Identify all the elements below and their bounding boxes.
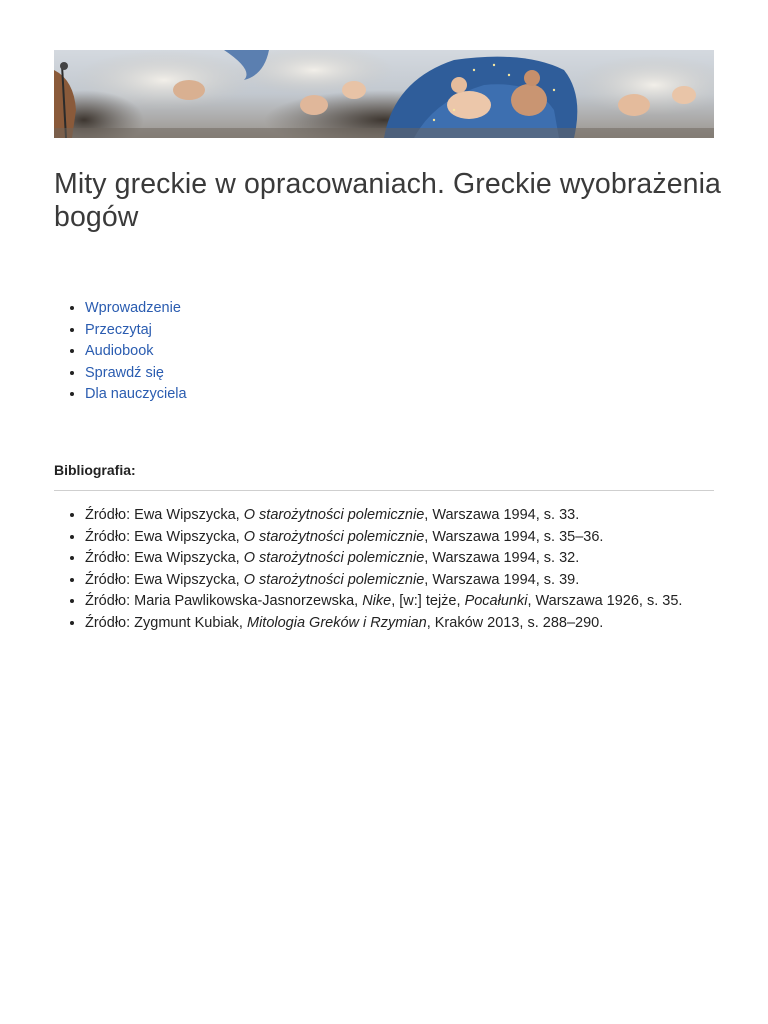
nav-item-audiobook bbox=[85, 341, 187, 363]
bibliography-item bbox=[85, 570, 755, 592]
source-book-title: Pocałunki bbox=[464, 593, 528, 610]
section-nav bbox=[54, 298, 187, 406]
source-prefix: Źródło: Maria Pawlikowska-Jasnorzewska, bbox=[85, 593, 363, 610]
source-suffix: , Warszawa 1994, s. 33. bbox=[424, 507, 580, 523]
source-mid: , [w:] tejże, bbox=[391, 593, 465, 610]
bibliography-item bbox=[85, 505, 755, 527]
source-title: Nike bbox=[362, 593, 392, 610]
source-prefix: Źródło: Ewa Wipszycka, bbox=[85, 550, 244, 567]
source-title: O starożytności polemicznie bbox=[243, 507, 425, 523]
nav-item-read bbox=[85, 320, 187, 342]
bibliography-item bbox=[85, 613, 755, 635]
divider bbox=[54, 490, 714, 491]
source-suffix: , Warszawa 1994, s. 35–36. bbox=[424, 528, 604, 545]
source-title: O starożytności polemicznie bbox=[243, 550, 425, 567]
nav-link-introduction[interactable]: Wprowadzenie bbox=[85, 300, 181, 316]
source-suffix: , Warszawa 1926, s. 35. bbox=[527, 593, 683, 610]
source-title: Mitologia Greków i Rzymian bbox=[247, 614, 427, 631]
nav-link-for-teacher[interactable]: Dla nauczyciela bbox=[85, 386, 187, 403]
nav-link-read[interactable]: Przeczytaj bbox=[85, 321, 152, 338]
page-title: Mity greckie w opracowaniach. Greckie wyobrażenia bogów bbox=[54, 168, 722, 233]
bibliography-item bbox=[85, 591, 755, 613]
source-title: O starożytności polemicznie bbox=[243, 528, 425, 545]
nav-link-check-yourself[interactable]: Sprawdź się bbox=[85, 364, 164, 381]
nav-item-check-yourself bbox=[85, 363, 187, 385]
bibliography-item bbox=[85, 548, 755, 570]
bibliography-heading: Bibliografia: bbox=[54, 462, 136, 478]
nav-link-audiobook[interactable]: Audiobook bbox=[85, 343, 154, 360]
source-suffix: , Kraków 2013, s. 288–290. bbox=[426, 614, 604, 631]
source-prefix: Źródło: Ewa Wipszycka, bbox=[85, 571, 244, 588]
source-prefix: Źródło: Ewa Wipszycka, bbox=[85, 507, 244, 523]
source-prefix: Źródło: Zygmunt Kubiak, bbox=[85, 614, 247, 631]
source-suffix: , Warszawa 1994, s. 32. bbox=[424, 550, 580, 567]
banner-image bbox=[54, 50, 714, 138]
source-suffix: , Warszawa 1994, s. 39. bbox=[424, 571, 580, 588]
source-title: O starożytności polemicznie bbox=[243, 571, 425, 588]
bibliography-list bbox=[54, 505, 755, 635]
source-prefix: Źródło: Ewa Wipszycka, bbox=[85, 528, 244, 545]
bibliography-item bbox=[85, 527, 755, 549]
nav-item-for-teacher bbox=[85, 384, 187, 406]
baroque-fresco-image bbox=[54, 50, 714, 138]
nav-item-introduction bbox=[85, 298, 187, 320]
